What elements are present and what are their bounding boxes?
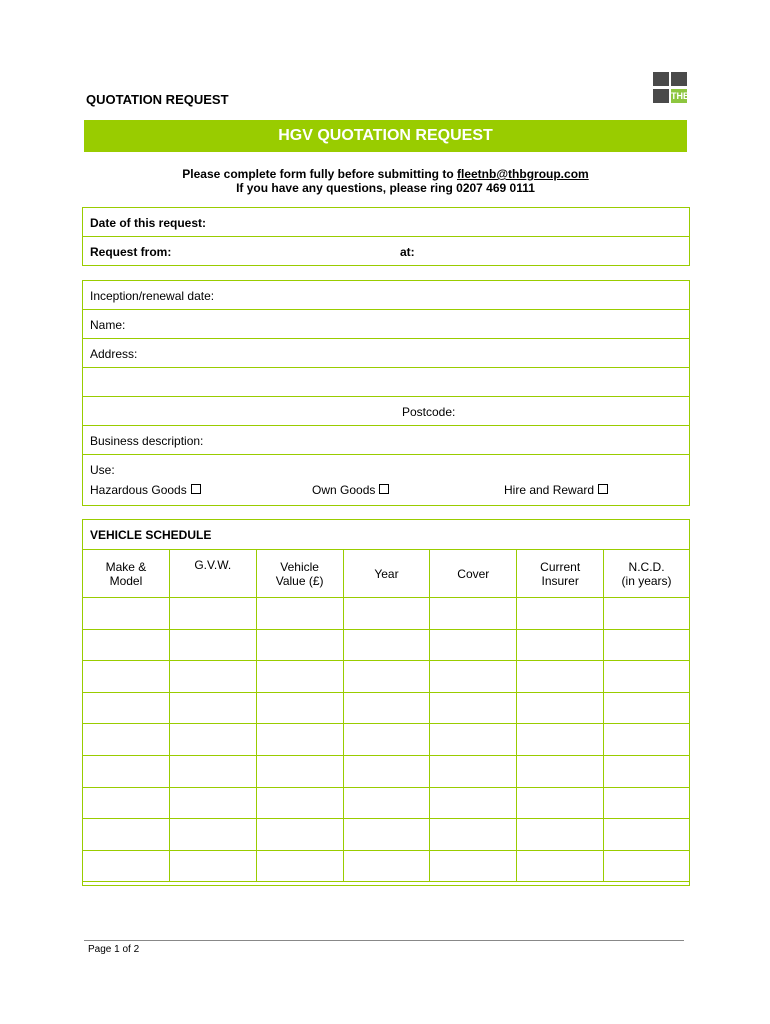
address-label: Address: [90,347,138,361]
vehicle-schedule-box [82,519,690,886]
vehicle-cell[interactable] [517,598,604,630]
request-from-label: Request from: [90,245,172,259]
vehicle-cell[interactable] [83,850,170,882]
use-option-hazardous-goods[interactable] [90,483,201,497]
vehicle-schedule-table [82,549,690,882]
use-option-label: Hire and Reward [504,483,595,497]
vehicle-cell[interactable] [517,629,604,661]
logo-square [653,89,669,103]
vehicle-cell[interactable] [169,787,256,819]
vehicle-row [83,819,690,851]
vehicle-row [83,850,690,882]
business-description-label: Business description: [90,434,204,448]
vehicle-cell[interactable] [343,661,430,693]
vehicle-cell[interactable] [430,819,517,851]
column-header-vehicle-value: Vehicle Value (£) [256,550,343,598]
vehicle-row [83,755,690,787]
vehicle-cell[interactable] [604,598,690,630]
vehicle-cell[interactable] [83,692,170,724]
vehicle-cell[interactable] [169,661,256,693]
company-logo [653,72,689,104]
vehicle-cell[interactable] [169,850,256,882]
instructions-line-2: If you have any questions, please ring 0207 469 0111 [236,181,535,195]
postcode-label: Postcode: [402,405,456,419]
column-header-make-model: Make & Model [83,550,170,598]
vehicle-cell[interactable] [430,724,517,756]
vehicle-cell[interactable] [256,629,343,661]
inception-label: Inception/renewal date: [90,289,215,303]
vehicle-cell[interactable] [604,819,690,851]
vehicle-row [83,629,690,661]
name-row[interactable] [83,310,689,339]
vehicle-cell[interactable] [430,787,517,819]
vehicle-cell[interactable] [83,724,170,756]
vehicle-schedule-title: VEHICLE SCHEDULE [90,528,212,542]
column-header-current-insurer: Current Insurer [517,550,604,598]
request-box [82,207,690,266]
form-banner-title: HGV QUOTATION REQUEST [84,120,687,152]
email-link[interactable]: fleetnb@thbgroup.com [457,167,589,181]
logo-text: THB [671,91,690,101]
vehicle-cell[interactable] [343,598,430,630]
footer-divider [84,940,684,941]
inception-row[interactable] [83,281,689,310]
use-label: Use: [90,463,115,477]
vehicle-cell[interactable] [604,724,690,756]
vehicle-cell[interactable] [169,692,256,724]
business-description-row[interactable] [83,426,689,455]
use-row [83,455,689,506]
vehicle-cell[interactable] [343,724,430,756]
vehicle-cell[interactable] [83,755,170,787]
vehicle-schedule-header-row [83,550,690,598]
vehicle-cell[interactable] [83,819,170,851]
address-row[interactable] [83,339,689,368]
use-option-own-goods[interactable] [312,483,389,497]
vehicle-cell[interactable] [430,661,517,693]
use-option-label: Hazardous Goods [90,483,187,497]
vehicle-cell[interactable] [83,661,170,693]
vehicle-cell[interactable] [256,787,343,819]
vehicle-cell[interactable] [256,724,343,756]
details-box [82,280,690,506]
vehicle-cell[interactable] [256,819,343,851]
vehicle-cell[interactable] [604,755,690,787]
use-option-label: Own Goods [312,483,376,497]
vehicle-cell[interactable] [517,850,604,882]
vehicle-row [83,724,690,756]
vehicle-cell[interactable] [430,598,517,630]
vehicle-row [83,598,690,630]
vehicle-cell[interactable] [83,787,170,819]
use-option-hire-and-reward[interactable] [504,483,608,497]
vehicle-cell[interactable] [83,629,170,661]
vehicle-cell[interactable] [343,629,430,661]
vehicle-cell[interactable] [169,724,256,756]
vehicle-cell[interactable] [517,819,604,851]
vehicle-cell[interactable] [256,850,343,882]
vehicle-cell[interactable] [169,598,256,630]
vehicle-cell[interactable] [517,755,604,787]
column-header-year: Year [343,550,430,598]
vehicle-cell[interactable] [517,724,604,756]
column-header-gvw: G.V.W. [169,550,256,598]
checkbox-icon[interactable] [379,484,389,494]
vehicle-cell[interactable] [169,629,256,661]
vehicle-row [83,661,690,693]
date-row[interactable] [83,208,689,237]
vehicle-cell[interactable] [430,692,517,724]
postcode-row[interactable] [83,397,689,426]
vehicle-cell[interactable] [604,629,690,661]
date-label: Date of this request: [90,216,207,230]
vehicle-cell[interactable] [343,787,430,819]
vehicle-cell[interactable] [604,850,690,882]
vehicle-cell[interactable] [430,755,517,787]
logo-square [653,72,669,86]
vehicle-cell[interactable] [343,819,430,851]
vehicle-cell[interactable] [517,661,604,693]
vehicle-cell[interactable] [604,787,690,819]
request-from-row[interactable] [83,237,689,266]
vehicle-row [83,787,690,819]
address-line-2-row[interactable] [83,368,689,397]
vehicle-cell[interactable] [343,755,430,787]
vehicle-row [83,692,690,724]
instructions-line-1 [84,167,687,181]
column-header-cover: Cover [430,550,517,598]
checkbox-icon[interactable] [598,484,608,494]
vehicle-cell[interactable] [256,692,343,724]
vehicle-cell[interactable] [169,755,256,787]
vehicle-cell[interactable] [256,755,343,787]
at-label: at: [400,245,415,259]
vehicle-cell[interactable] [517,692,604,724]
name-label: Name: [90,318,126,332]
instructions-prefix: Please complete form fully before submitting to [182,167,457,181]
vehicle-cell[interactable] [517,787,604,819]
vehicle-cell[interactable] [169,819,256,851]
vehicle-schedule-body [83,598,690,882]
vehicle-cell[interactable] [256,661,343,693]
vehicle-cell[interactable] [604,692,690,724]
vehicle-cell[interactable] [430,850,517,882]
vehicle-cell[interactable] [343,692,430,724]
vehicle-cell[interactable] [604,661,690,693]
logo-square [671,72,687,86]
vehicle-cell[interactable] [430,629,517,661]
vehicle-cell[interactable] [256,598,343,630]
column-header-ncd: N.C.D. (in years) [604,550,690,598]
page-number: Page 1 of 2 [88,944,140,955]
vehicle-cell[interactable] [83,598,170,630]
checkbox-icon[interactable] [191,484,201,494]
vehicle-cell[interactable] [343,850,430,882]
document-title: QUOTATION REQUEST [86,92,229,107]
